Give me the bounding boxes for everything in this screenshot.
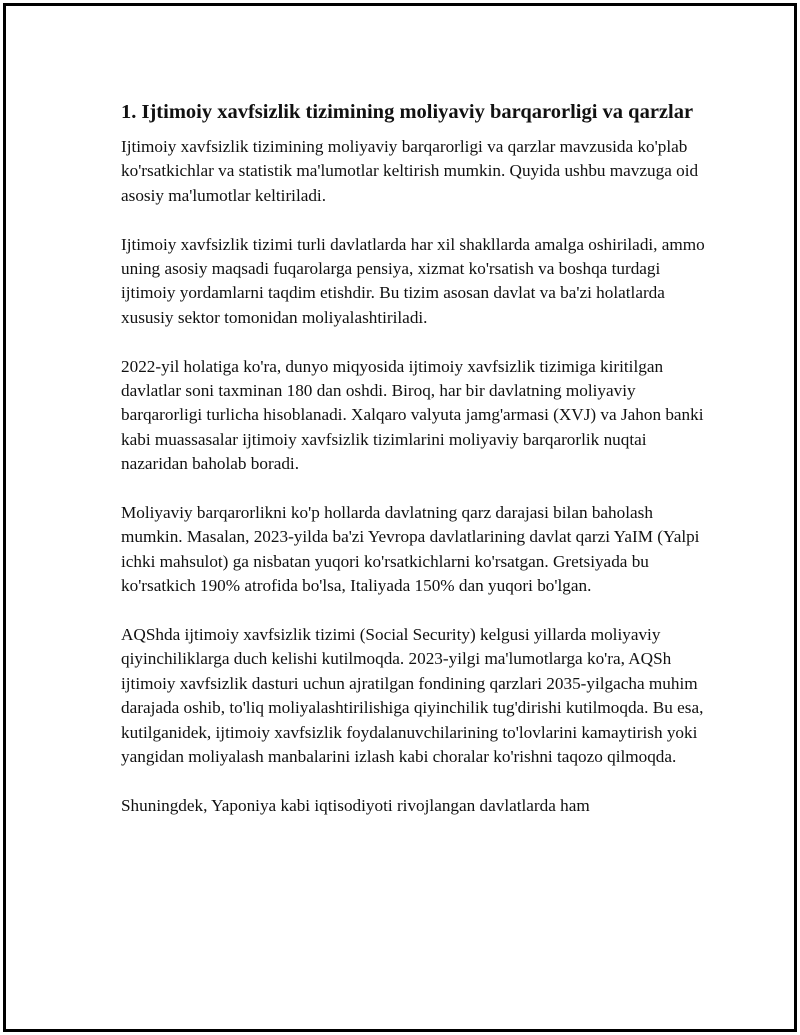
section-title: 1. Ijtimoiy xavfsizlik tizimining moliyaviy barqarorligi va qarzlar [121,101,694,123]
paragraph-3: 2022-yil holatiga ko'ra, dunyo miqyosida ijtimoiy xavfsizlik tizimiga kiritilgan davlatlar soni taxminan 180 dan oshdi. Biroq, har bir davlatning moliyaviy barqarorligi turlicha hisoblanadi. Xalqaro valyuta jamg'armasi (XVJ) va Jahon banki kabi muassasalar ijtimoiy xavfsizlik tizimlarini moliyaviy barqarorlik nuqtai nazaridan baholab boradi. [121,356,704,474]
document-body [121,98,711,818]
page-frame [3,3,797,1032]
paragraph-4: Moliyaviy barqarorlikni ko'p hollarda davlatning qarz darajasi bilan baholash mumkin. Masalan, 2023-yilda ba'zi Yevropa davlatlarining davlat qarzi YaIM (Yalpi ichki mahsulot) ga nisbatan yuqori ko'rsatkichlarni ko'rsatgan. Gretsiyada bu ko'rsatkich 190% atrofida bo'lsa, Italiyada 150% dan yuqori bo'lgan. [121,503,700,596]
paragraph-5: AQShda ijtimoiy xavfsizlik tizimi (Social Security) kelgusi yillarda moliyaviy qiyinchiliklarga duch kelishi kutilmoqda. 2023-yilgi ma'lumotlarga ko'ra, AQSh ijtimoiy xavfsizlik dasturi uchun ajratilgan fondining qarzlari 2035-yilgacha muhim darajada oshib, to'liq moliyalashtirilishiga qiyinchilik tug'dirishi kutilmoqda. Bu esa, kutilganidek, ijtimoiy xavfsizlik foydalanuvchilarining to'lovlarini kamaytirish yoki yangidan moliyalash manbalarini izlash kabi choralar ko'rishni taqozo qilmoqda. [121,625,704,767]
paragraph-2: Ijtimoiy xavfsizlik tizimi turli davlatlarda har xil shakllarda amalga oshiriladi, ammo uning asosiy maqsadi fuqarolarga pensiya, xizmat ko'rsatish va boshqa turdagi ijtimoiy yordamlarni taqdim etishdir. Bu tizim asosan davlat va ba'zi holatlarda xususiy sektor tomonidan moliyalashtiriladi. [121,234,705,327]
paragraph-1: Ijtimoiy xavfsizlik tizimining moliyaviy barqarorligi va qarzlar mavzusida ko'plab ko'rsatkichlar va statistik ma'lumotlar keltirish mumkin. Quyida ushbu mavzuga oid asosiy ma'lumotlar keltiriladi. [121,137,699,205]
paragraph-6: Shuningdek, Yaponiya kabi iqtisodiyoti rivojlangan davlatlarda ham [121,795,590,815]
